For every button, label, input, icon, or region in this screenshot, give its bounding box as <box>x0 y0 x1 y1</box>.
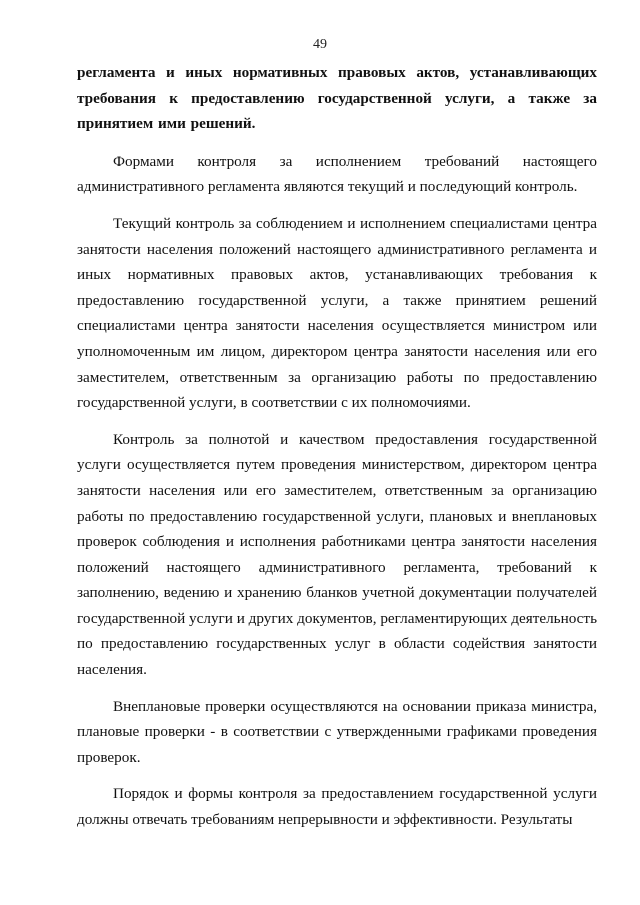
paragraph-unscheduled-checks: Внеплановые проверки осуществляются на основании приказа министра, плановые проверки - в соответствии с утвержденными графиками проведения проверок. <box>77 697 597 766</box>
page-number: 49 <box>313 37 327 52</box>
paragraph-control-requirements: Порядок и формы контроля за предоставлением государственной услуги должны отвечать требованиям непрерывности и эффективности. Результаты <box>77 785 597 829</box>
paragraph-quality-control: Контроль за полнотой и качеством предоставления государственной услуги осуществляется путем проведения министерством, директором центра занятости населения или его заместителем, ответственным за организацию работы по предоставлению государственной услуги, плановых и внеплановых проверок соблюдения и исполнения работниками центра занятости населения положений настоящего административного регламента, требований к заполнению, ведению и хранению бланков учетной документации получателей государственной услуги и других документов, регламентирующих деятельность по предоставлению государственных услуг в области содействия занятости населения. <box>77 430 597 679</box>
paragraph-control-forms: Формами контроля за исполнением требований настоящего административного регламента являются текущий и последующий контроль. <box>77 152 597 196</box>
paragraph-lead: регламента и иных нормативных правовых актов, устанавливающих требования к предоставлению государственной услуги, а также за принятием ими решений. <box>77 64 597 133</box>
paragraph-current-control: Текущий контроль за соблюдением и исполнением специалистами центра занятости населения положений настоящего административного регламента и иных нормативных правовых актов, устанавливающих требования к предоставлению государственной услуги, а также принятием решений специалистами центра занятости населения осуществляется министром или уполномоченным им лицом, директором центра занятости населения или его заместителем, ответственным за организацию работы по предоставлению государственной услуги, в соответствии с их полномочиями. <box>77 214 597 412</box>
document-body <box>77 60 597 833</box>
